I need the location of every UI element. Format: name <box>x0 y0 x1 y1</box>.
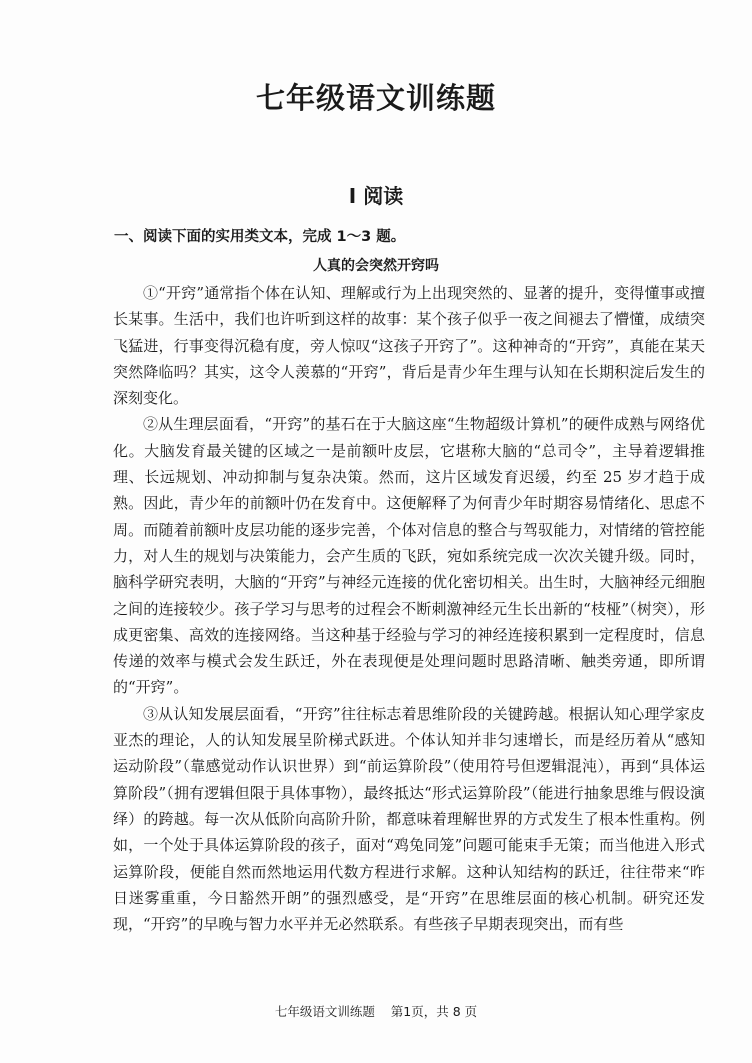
paragraph-1: ①“开窍”通常指个体在认知、理解或行为上出现突然的、显著的提升，变得懂事或擅长某事。生活中，我们也许听到这样的故事：某个孩子似乎一夜之间褪去了懵懂，成绩突飞猛进，行事变得沉稳有度，旁人惊叹“这孩子开窍了”。这种神奇的“开窍”，真能在某天突然降临吗？其实，这令人羡慕的“开窍”，背后是青少年生理与认知在长期积淀后发生的深刻变化。 <box>113 284 705 408</box>
paragraph-3: ③从认知发展层面看，“开窍”往往标志着思维阶段的关键跨越。根据认知心理学家皮亚杰的理论，人的认知发展呈阶梯式跃进。个体认知并非匀速增长，而是经历着从“感知运动阶段”（靠感觉动作认识世界）到“前运算阶段”（使用符号但逻辑混沌），再到“具体运算阶段”（拥有逻辑但限于具体事物），最终抵达“形式运算阶段”（能进行抽象思维与假设演绎）的跨越。每一次从低阶向高阶升阶，都意味着理解世界的方式发生了根本性重构。例如，一个处于具体运算阶段的孩子，面对“鸡兔同笼”问题可能束手无策；而当他进入形式运算阶段，便能自然而然地运用代数方程进行求解。这种认知结构的跃迁，往往带来“昨日迷雾重重，今日豁然开朗”的强烈感受，是“开窍”在思维层面的核心机制。研究还发现，“开窍”的早晚与智力水平并无必然联系。有些孩子早期表现突出，而有些 <box>113 704 705 934</box>
footer-exam-name: 七年级语文训练题 <box>274 1004 375 1019</box>
article-body <box>113 280 705 937</box>
section-heading: Ⅰ 阅读 <box>348 184 404 208</box>
question-instruction: 一、阅读下面的实用类文本，完成 1～3 题。 <box>114 229 406 245</box>
article-title: 人真的会突然开窍吗 <box>313 258 439 274</box>
footer-page-info: 第1页，共 8 页 <box>390 1004 478 1019</box>
footer-gap <box>379 1004 387 1019</box>
page-title: 七年级语文训练题 <box>255 81 496 115</box>
paragraph-2: ②从生理层面看，“开窍”的基石在于大脑这座“生物超级计算机”的硬件成熟与网络优化。大脑发育最关键的区域之一是前额叶皮层，它堪称大脑的“总司令”，主导着逻辑推理、长远规划、冲动抑制与复杂决策。然而，这片区域发育迟缓，约至 25 岁才趋于成熟。因此，青少年的前额叶仍在发育中。这便解释了为何青少年时期容易情绪化、思虑不周。而随着前额叶皮层功能的逐步完善，个体对信息的整合与驾驭能力，对情绪的管控能力，对人生的规划与决策能力，会产生质的飞跃，宛如系统完成一次次关键升级。同时，脑科学研究表明，大脑的“开窍”与神经元连接的优化密切相关。出生时，大脑神经元细胞之间的连接较少。孩子学习与思考的过程会不断刺激神经元生长出新的“枝桠”（树突），形成更密集、高效的连接网络。当这种基于经验与学习的神经连接积累到一定程度时，信息传递的效率与模式会发生跃迁，外在表现便是处理问题时思路清晰、触类旁通，即所谓的“开窍”。 <box>113 415 705 697</box>
page-footer <box>0 1002 752 1020</box>
